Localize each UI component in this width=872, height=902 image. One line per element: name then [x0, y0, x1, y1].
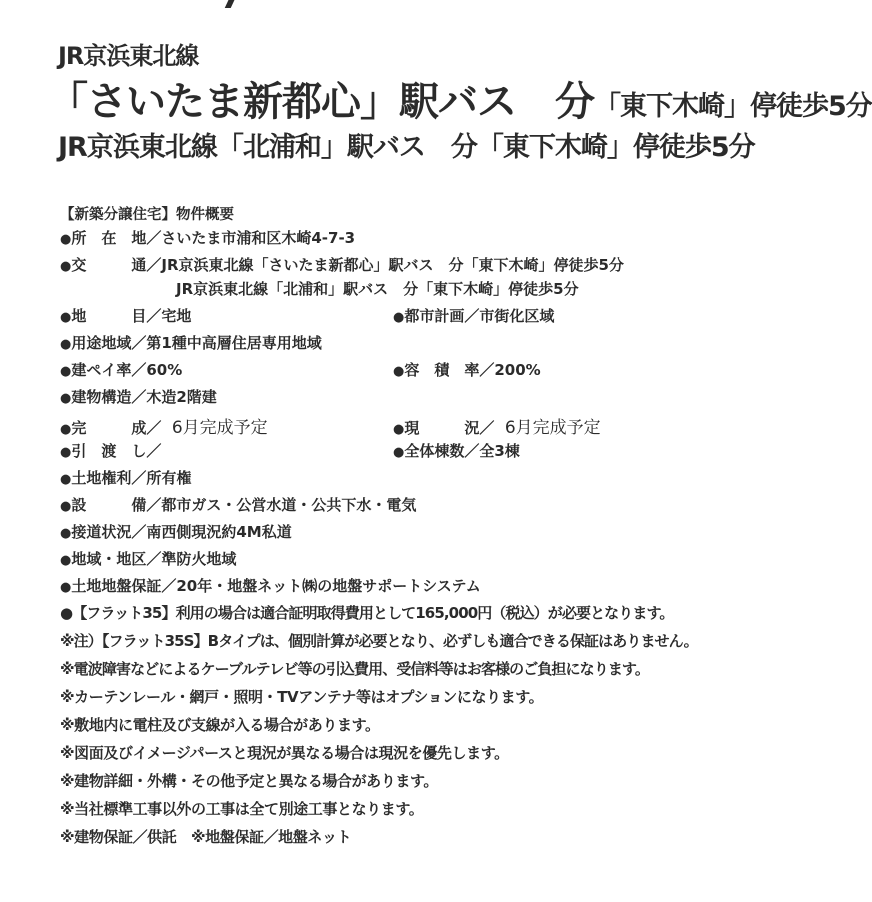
note-guarantees: ※建物保証／供託 ※地盤保証／地盤ネット: [60, 828, 352, 846]
note-cable-tv: ※電波障害などによるケーブルテレビ等の引込費用、受信料等はお客様のご負担になります。: [60, 660, 649, 678]
land-category-label: 地 目／: [71, 307, 162, 325]
structure-value: 木造2階建: [146, 388, 217, 406]
total-units-value: 全3棟: [479, 442, 520, 460]
header-line-3: JR京浜東北線「北浦和」駅バス 分「東下木崎」停徒歩5分: [58, 132, 755, 163]
header-station-name: 「さいたま新都心」駅バス 分: [48, 79, 594, 125]
location-label: 所 在 地／: [71, 229, 162, 247]
current-status-value: 6月完成予定: [504, 418, 601, 438]
spec-row-coverage: [60, 359, 780, 386]
note-flat35: ●【フラット35】利用の場合は適合証明取得費用として165,000円（税込）が必要となります。: [60, 604, 674, 622]
bullet: ●: [60, 232, 72, 247]
bullet: ●: [60, 472, 72, 487]
transport-value-1: JR京浜東北線「さいたま新都心」駅バス 分「東下木崎」停徒歩5分: [161, 256, 624, 274]
bullet: ●: [393, 364, 405, 379]
transport-value-2: JR京浜東北線「北浦和」駅バス 分「東下木崎」停徒歩5分: [176, 280, 579, 298]
overview-title: 【新築分譲住宅】物件概要: [60, 207, 234, 223]
zoning-value: 第1種中高層住居専用地域: [146, 334, 322, 352]
total-units-label: 全体棟数／: [404, 442, 480, 460]
zoning-label: 用途地域／: [71, 334, 147, 352]
note-extra-work: ※当社標準工事以外の工事は全て別途工事となります。: [60, 800, 424, 818]
spec-row-ground-guarantee: [60, 575, 780, 602]
land-category-value: 宅地: [161, 307, 192, 325]
note-building-details: ※建物詳細・外構・その他予定と異なる場合があります。: [60, 772, 438, 790]
bullet: ●: [393, 422, 405, 437]
bullet: ●: [60, 391, 72, 406]
bullet: ●: [60, 337, 72, 352]
bullet: ●: [60, 445, 72, 460]
bullet: ●: [60, 526, 72, 541]
completion-label: 完 成／: [71, 419, 162, 437]
spec-row-completion: [60, 413, 780, 440]
note-utility-pole: ※敷地内に電柱及び支線が入る場合があります。: [60, 716, 380, 734]
header-line-1: JR京浜東北線: [58, 42, 199, 70]
city-planning-value: 市街化区域: [479, 307, 555, 325]
ground-guarantee-value: 20年・地盤ネット㈱の地盤サポートシステム: [176, 577, 481, 595]
spec-row-land-category: [60, 305, 780, 332]
district-label: 地域・地区／: [71, 550, 162, 568]
bullet: ●: [60, 580, 72, 595]
city-planning-label: 都市計画／: [404, 307, 480, 325]
header-line-2: [48, 70, 872, 127]
structure-label: 建物構造／: [71, 388, 147, 406]
spec-row-transport-2: [60, 278, 780, 305]
spec-row-handover: [60, 440, 780, 467]
spec-row-structure: [60, 386, 780, 413]
road-access-value: 南西側現況約4M私道: [146, 523, 292, 541]
spec-row-transport: [60, 254, 780, 278]
bullet: ●: [393, 310, 405, 325]
bullet: ●: [60, 553, 72, 568]
land-rights-value: 所有権: [146, 469, 192, 487]
spec-row-district: [60, 548, 780, 575]
current-status-label: 現 況／: [404, 419, 495, 437]
location-value: さいたま市浦和区木崎4-7-3: [161, 229, 356, 247]
note-flat35s: ※注）【フラット35S】Bタイプは、個別計算が必要となり、必ずしも適合できる保証はありません。: [60, 632, 698, 650]
note-drawings: ※図面及びイメージパースと現況が異なる場合は現況を優先します。: [60, 744, 509, 762]
spec-row-zoning: [60, 332, 780, 359]
bullet: ●: [393, 445, 405, 460]
handover-label: 引 渡 し／: [71, 442, 162, 460]
spec-row-location: [60, 227, 780, 254]
bullet: ●: [60, 364, 72, 379]
transport-label: 交 通／: [71, 256, 162, 274]
land-rights-label: 土地権利／: [71, 469, 147, 487]
bullet: ●: [60, 259, 72, 274]
coverage-value: 60%: [146, 361, 183, 379]
ground-guarantee-label: 土地地盤保証／: [71, 577, 177, 595]
facilities-value: 都市ガス・公営水道・公共下水・電気: [161, 496, 417, 514]
facilities-label: 設 備／: [71, 496, 162, 514]
completion-value: 6月完成予定: [171, 418, 268, 438]
bullet: ●: [60, 499, 72, 514]
spec-row-facilities: [60, 494, 780, 521]
floor-ratio-label: 容 積 率／: [404, 361, 495, 379]
bullet: ●: [60, 310, 72, 325]
bullet: ●: [60, 422, 72, 437]
spec-row-road: [60, 521, 780, 548]
floor-ratio-value: 200%: [494, 361, 541, 379]
header-bus-stop: 「東下木崎」停徒歩5分: [594, 91, 872, 122]
coverage-label: 建ペイ率／: [71, 361, 147, 379]
property-overview: [60, 203, 780, 854]
decorative-mark: [225, 0, 238, 8]
road-access-label: 接道状況／: [71, 523, 147, 541]
spec-row-land-rights: [60, 467, 780, 494]
note-options: ※カーテンレール・網戸・照明・TVアンテナ等はオプションになります。: [60, 688, 544, 706]
district-value: 準防火地域: [161, 550, 237, 568]
